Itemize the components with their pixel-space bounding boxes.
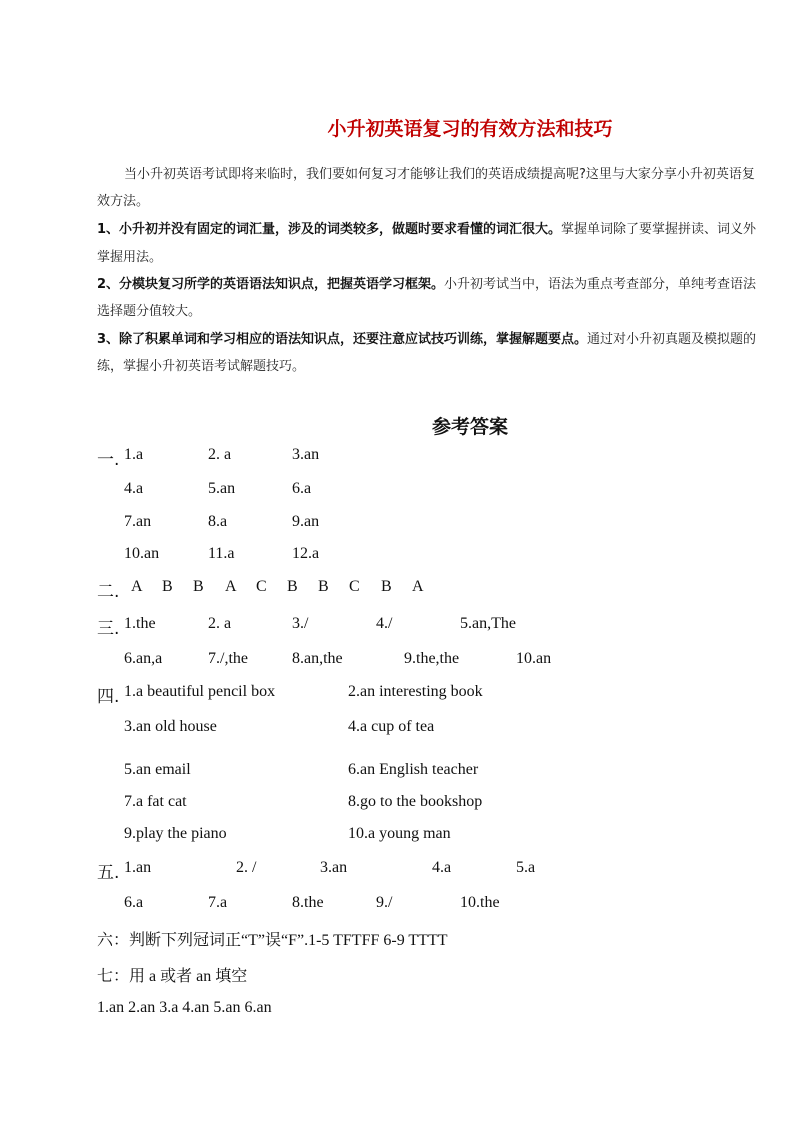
intro-line: 选择题分值较大。 bbox=[97, 304, 202, 319]
answer-item: 1.a bbox=[124, 446, 144, 463]
answer-item: 8.a bbox=[208, 513, 228, 530]
intro-point-2 bbox=[97, 273, 756, 292]
answer-item: 3.an old house bbox=[124, 718, 217, 735]
answer-item: A bbox=[412, 578, 424, 595]
intro-line: 效方法。 bbox=[97, 194, 150, 209]
intro-point-2-bold: 2、分模块复习所学的英语语法知识点，把握英语学习框架。 bbox=[97, 277, 445, 292]
section-label: 一. bbox=[97, 450, 120, 470]
answer-item: 5.an email bbox=[124, 761, 191, 778]
answer-item: 6.an,a bbox=[124, 650, 163, 667]
answer-item: 8.go to the bookshop bbox=[348, 793, 483, 810]
answer-item: 5.a bbox=[516, 859, 536, 876]
answer-item: 3./ bbox=[292, 615, 309, 632]
answer-item: 4.a cup of tea bbox=[348, 718, 435, 735]
answer-item: 8.an,the bbox=[292, 650, 343, 667]
section-7-answers: 1.an 2.an 3.a 4.an 5.an 6.an bbox=[97, 999, 272, 1016]
answer-item: 1.the bbox=[124, 615, 156, 632]
answer-item: 7.a bbox=[208, 894, 228, 911]
intro-point-1-text: 掌握单词除了要掌握拼读、词义外 bbox=[561, 222, 757, 237]
answer-item: 10.an bbox=[124, 545, 160, 562]
answer-item: C bbox=[256, 578, 267, 595]
intro-line: 当小升初英语考试即将来临时，我们要如何复习才能够让我们的英语成绩提高呢?这里与大家分享小升初英语复 bbox=[124, 167, 755, 182]
answer-item: 11.a bbox=[208, 545, 235, 562]
answer-item: 4.a bbox=[432, 859, 452, 876]
intro-point-1-bold: 1、小升初并没有固定的词汇量，涉及的词类较多，做题时要求看懂的词汇很大。 bbox=[97, 222, 562, 237]
answer-item: B bbox=[287, 578, 298, 595]
answer-item: 10.the bbox=[460, 894, 500, 911]
answer-item: B bbox=[162, 578, 173, 595]
answer-item: 7.a fat cat bbox=[124, 793, 187, 810]
answer-item: 2.an interesting book bbox=[348, 683, 483, 700]
intro-line: 练，掌握小升初英语考试解题技巧。 bbox=[97, 359, 306, 374]
answer-item: 9.an bbox=[292, 513, 320, 530]
section-6-line: 六：判断下列冠词正“T”误“F”.1-5 TFTFF 6-9 TTTT bbox=[97, 932, 448, 949]
answer-item: B bbox=[318, 578, 329, 595]
section-label: 二. bbox=[97, 582, 120, 602]
intro-line: 掌握用法。 bbox=[97, 250, 163, 265]
answer-item: 7./,the bbox=[208, 650, 248, 667]
answer-item: 3.an bbox=[292, 446, 320, 463]
page-title: 小升初英语复习的有效方法和技巧 bbox=[327, 118, 613, 140]
answer-item: 9.the,the bbox=[404, 650, 460, 667]
answer-item: 1.a beautiful pencil box bbox=[124, 683, 276, 700]
answer-item: 6.an English teacher bbox=[348, 761, 479, 778]
section-label: 四. bbox=[97, 687, 120, 707]
section-label: 三. bbox=[97, 619, 120, 639]
answer-item: 5.an bbox=[208, 480, 236, 497]
answer-item: A bbox=[225, 578, 237, 595]
answer-item: 3.an bbox=[320, 859, 348, 876]
section-label: 五. bbox=[97, 863, 120, 883]
intro-point-3 bbox=[97, 328, 756, 347]
answer-item: 4./ bbox=[376, 615, 393, 632]
answer-item: 12.a bbox=[292, 545, 320, 562]
answer-item: 6.a bbox=[292, 480, 312, 497]
answer-item: 2. a bbox=[208, 446, 232, 463]
answer-item: 10.an bbox=[516, 650, 552, 667]
answer-item: 10.a young man bbox=[348, 825, 451, 842]
answer-item: A bbox=[131, 578, 143, 595]
answer-item: B bbox=[193, 578, 204, 595]
answer-item: B bbox=[381, 578, 392, 595]
answer-item: 5.an,The bbox=[460, 615, 516, 632]
answer-item: 6.a bbox=[124, 894, 144, 911]
section-7-heading: 七：用 a 或者 an 填空 bbox=[97, 968, 248, 985]
answer-item: C bbox=[349, 578, 360, 595]
answer-item: 1.an bbox=[124, 859, 152, 876]
intro-point-1 bbox=[97, 218, 756, 237]
intro-point-3-text: 通过对小升初真题及模拟题的 bbox=[587, 332, 757, 347]
answer-item: 4.a bbox=[124, 480, 144, 497]
intro-point-2-text: 小升初考试当中，语法为重点考查部分，单纯考查语法 bbox=[444, 277, 757, 292]
answer-item: 9.play the piano bbox=[124, 825, 227, 842]
answer-item: 2. / bbox=[236, 859, 257, 876]
answer-item: 9./ bbox=[376, 894, 393, 911]
answer-item: 7.an bbox=[124, 513, 152, 530]
answer-item: 2. a bbox=[208, 615, 232, 632]
answer-item: 8.the bbox=[292, 894, 324, 911]
answers-title: 参考答案 bbox=[431, 416, 508, 438]
intro-point-3-bold: 3、除了积累单词和学习相应的语法知识点，还要注意应试技巧训练，掌握解题要点。 bbox=[97, 332, 588, 347]
